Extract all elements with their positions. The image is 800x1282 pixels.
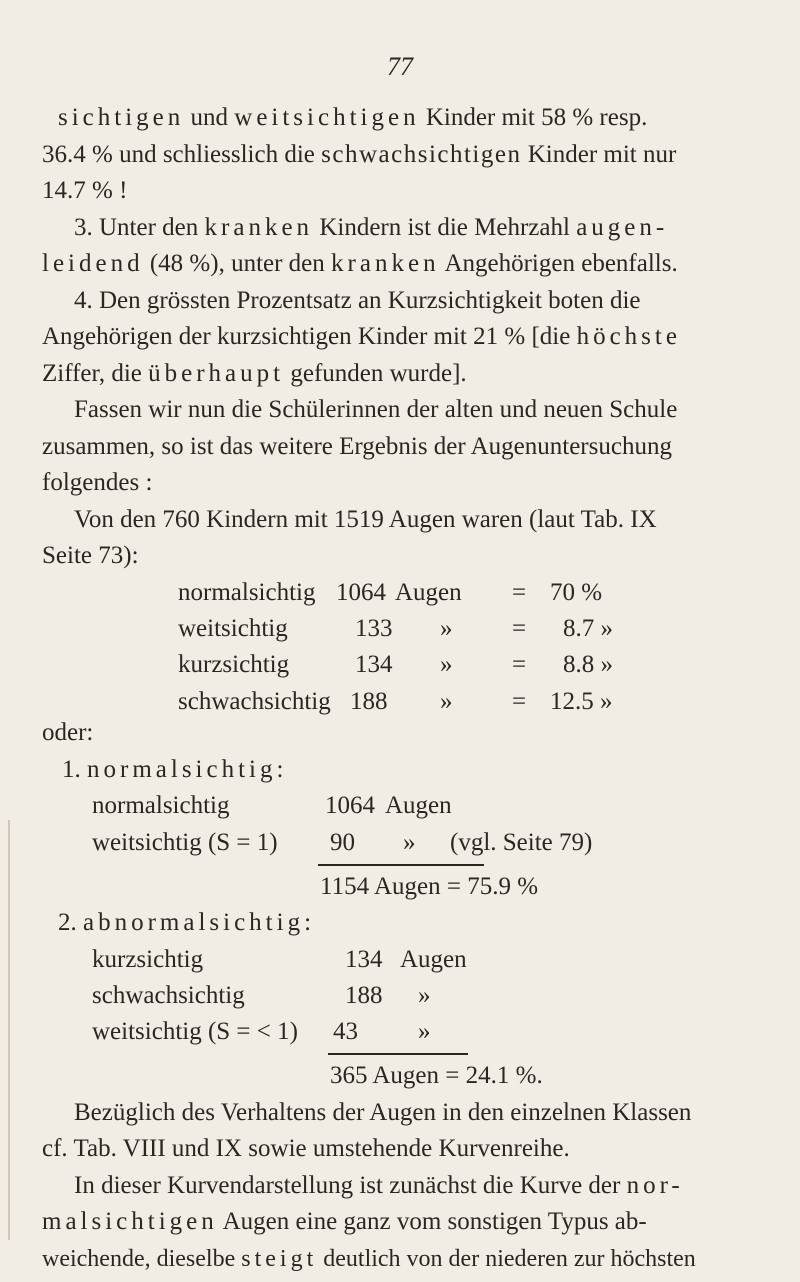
row-count: 1064 <box>325 792 375 819</box>
row-count: 133 <box>355 615 393 642</box>
row-unit: » <box>418 1018 431 1045</box>
row-count: 134 <box>345 946 383 973</box>
row-count: 90 <box>330 829 355 856</box>
text-line-t5: weichende, dieselbe steigt deutlich von der niederen zur höchsten <box>42 1246 696 1272</box>
row-label: kurzsichtig <box>92 946 204 973</box>
row-label: normalsichtig <box>178 579 316 606</box>
text-line-10: zusammen, so ist das weitere Ergebnis der Augenuntersuchung <box>42 433 672 460</box>
row-unit: Augen <box>385 792 452 819</box>
row-percent: 70 % <box>550 579 603 606</box>
oder-label: oder: <box>42 719 94 746</box>
row-count: 188 <box>350 688 388 715</box>
row-percent: 12.5 » <box>550 688 613 715</box>
group-total: 1154 Augen = 75.9 % <box>320 873 539 900</box>
row-unit: » <box>440 688 453 715</box>
text-line-3: 14.7 % ! <box>42 177 128 204</box>
row-label: schwachsichtig <box>178 688 331 715</box>
row-percent: 8.7 » <box>563 615 613 642</box>
row-label: kurzsichtig <box>178 651 290 678</box>
row-count: 134 <box>355 651 393 678</box>
sum-rule <box>318 864 484 866</box>
sum-rule <box>328 1053 468 1055</box>
text-line-5: leidend (48 %), unter den kranken Angehörigen ebenfalls. <box>42 250 678 277</box>
row-percent: 8.8 » <box>563 651 613 678</box>
row-count: 43 <box>333 1018 358 1045</box>
row-unit: » <box>440 615 453 642</box>
text-line-11: folgendes : <box>42 469 153 496</box>
row-label: weitsichtig (S = < 1) <box>92 1018 298 1045</box>
page-edge-shadow <box>8 820 10 1240</box>
row-count: 188 <box>345 982 383 1009</box>
text-line-2: 36.4 % und schliesslich die schwachsichtigen Kinder mit nur <box>42 141 677 168</box>
row-count: 1064 <box>336 579 386 606</box>
row-unit: Augen <box>400 946 467 973</box>
group-heading: 2. abnormalsichtig: <box>58 909 316 936</box>
text-line-12: Von den 760 Kindern mit 1519 Augen waren (laut Tab. IX <box>74 506 657 533</box>
page-number: 77 <box>387 52 413 81</box>
text-line-6: 4. Den grössten Prozentsatz an Kurzsichtigkeit boten die <box>74 287 641 314</box>
row-unit: » <box>403 829 416 856</box>
row-equals: = <box>512 615 527 642</box>
row-unit: Augen <box>395 579 462 606</box>
row-equals: = <box>512 579 527 606</box>
text-line-9: Fassen wir nun die Schülerinnen der alten und neuen Schule <box>74 396 678 423</box>
row-label: weitsichtig <box>178 615 288 642</box>
text-line-t3: In dieser Kurvendarstellung ist zunächst die Kurve der nor- <box>74 1172 684 1199</box>
row-label: normalsichtig <box>92 792 230 819</box>
text-line-8: Ziffer, die überhaupt gefunden wurde]. <box>42 360 467 387</box>
row-label: schwachsichtig <box>92 982 245 1009</box>
group-heading: 1. normalsichtig: <box>62 756 288 783</box>
row-label: weitsichtig (S = 1) <box>92 829 278 856</box>
row-unit: » <box>418 982 431 1009</box>
row-equals: = <box>512 688 527 715</box>
row-note: (vgl. Seite 79) <box>450 829 593 856</box>
text-line-t4: malsichtigen Augen eine ganz vom sonstigen Typus ab- <box>42 1208 647 1235</box>
text-line-13: Seite 73): <box>42 542 139 569</box>
group-total: 365 Augen = 24.1 %. <box>330 1062 543 1089</box>
text-line-1: sichtigen und weitsichtigen Kinder mit 58 % resp. <box>58 104 648 131</box>
text-line-t2: cf. Tab. VIII und IX sowie umstehende Kurvenreihe. <box>42 1135 570 1162</box>
text-line-7: Angehörigen der kurzsichtigen Kinder mit 21 % [die höchste <box>42 323 681 350</box>
row-equals: = <box>512 651 527 678</box>
text-line-4: 3. Unter den kranken Kindern ist die Mehrzahl augen- <box>74 214 669 241</box>
row-unit: » <box>440 651 453 678</box>
text-line-t1: Bezüglich des Verhaltens der Augen in den einzelnen Klassen <box>74 1099 692 1126</box>
